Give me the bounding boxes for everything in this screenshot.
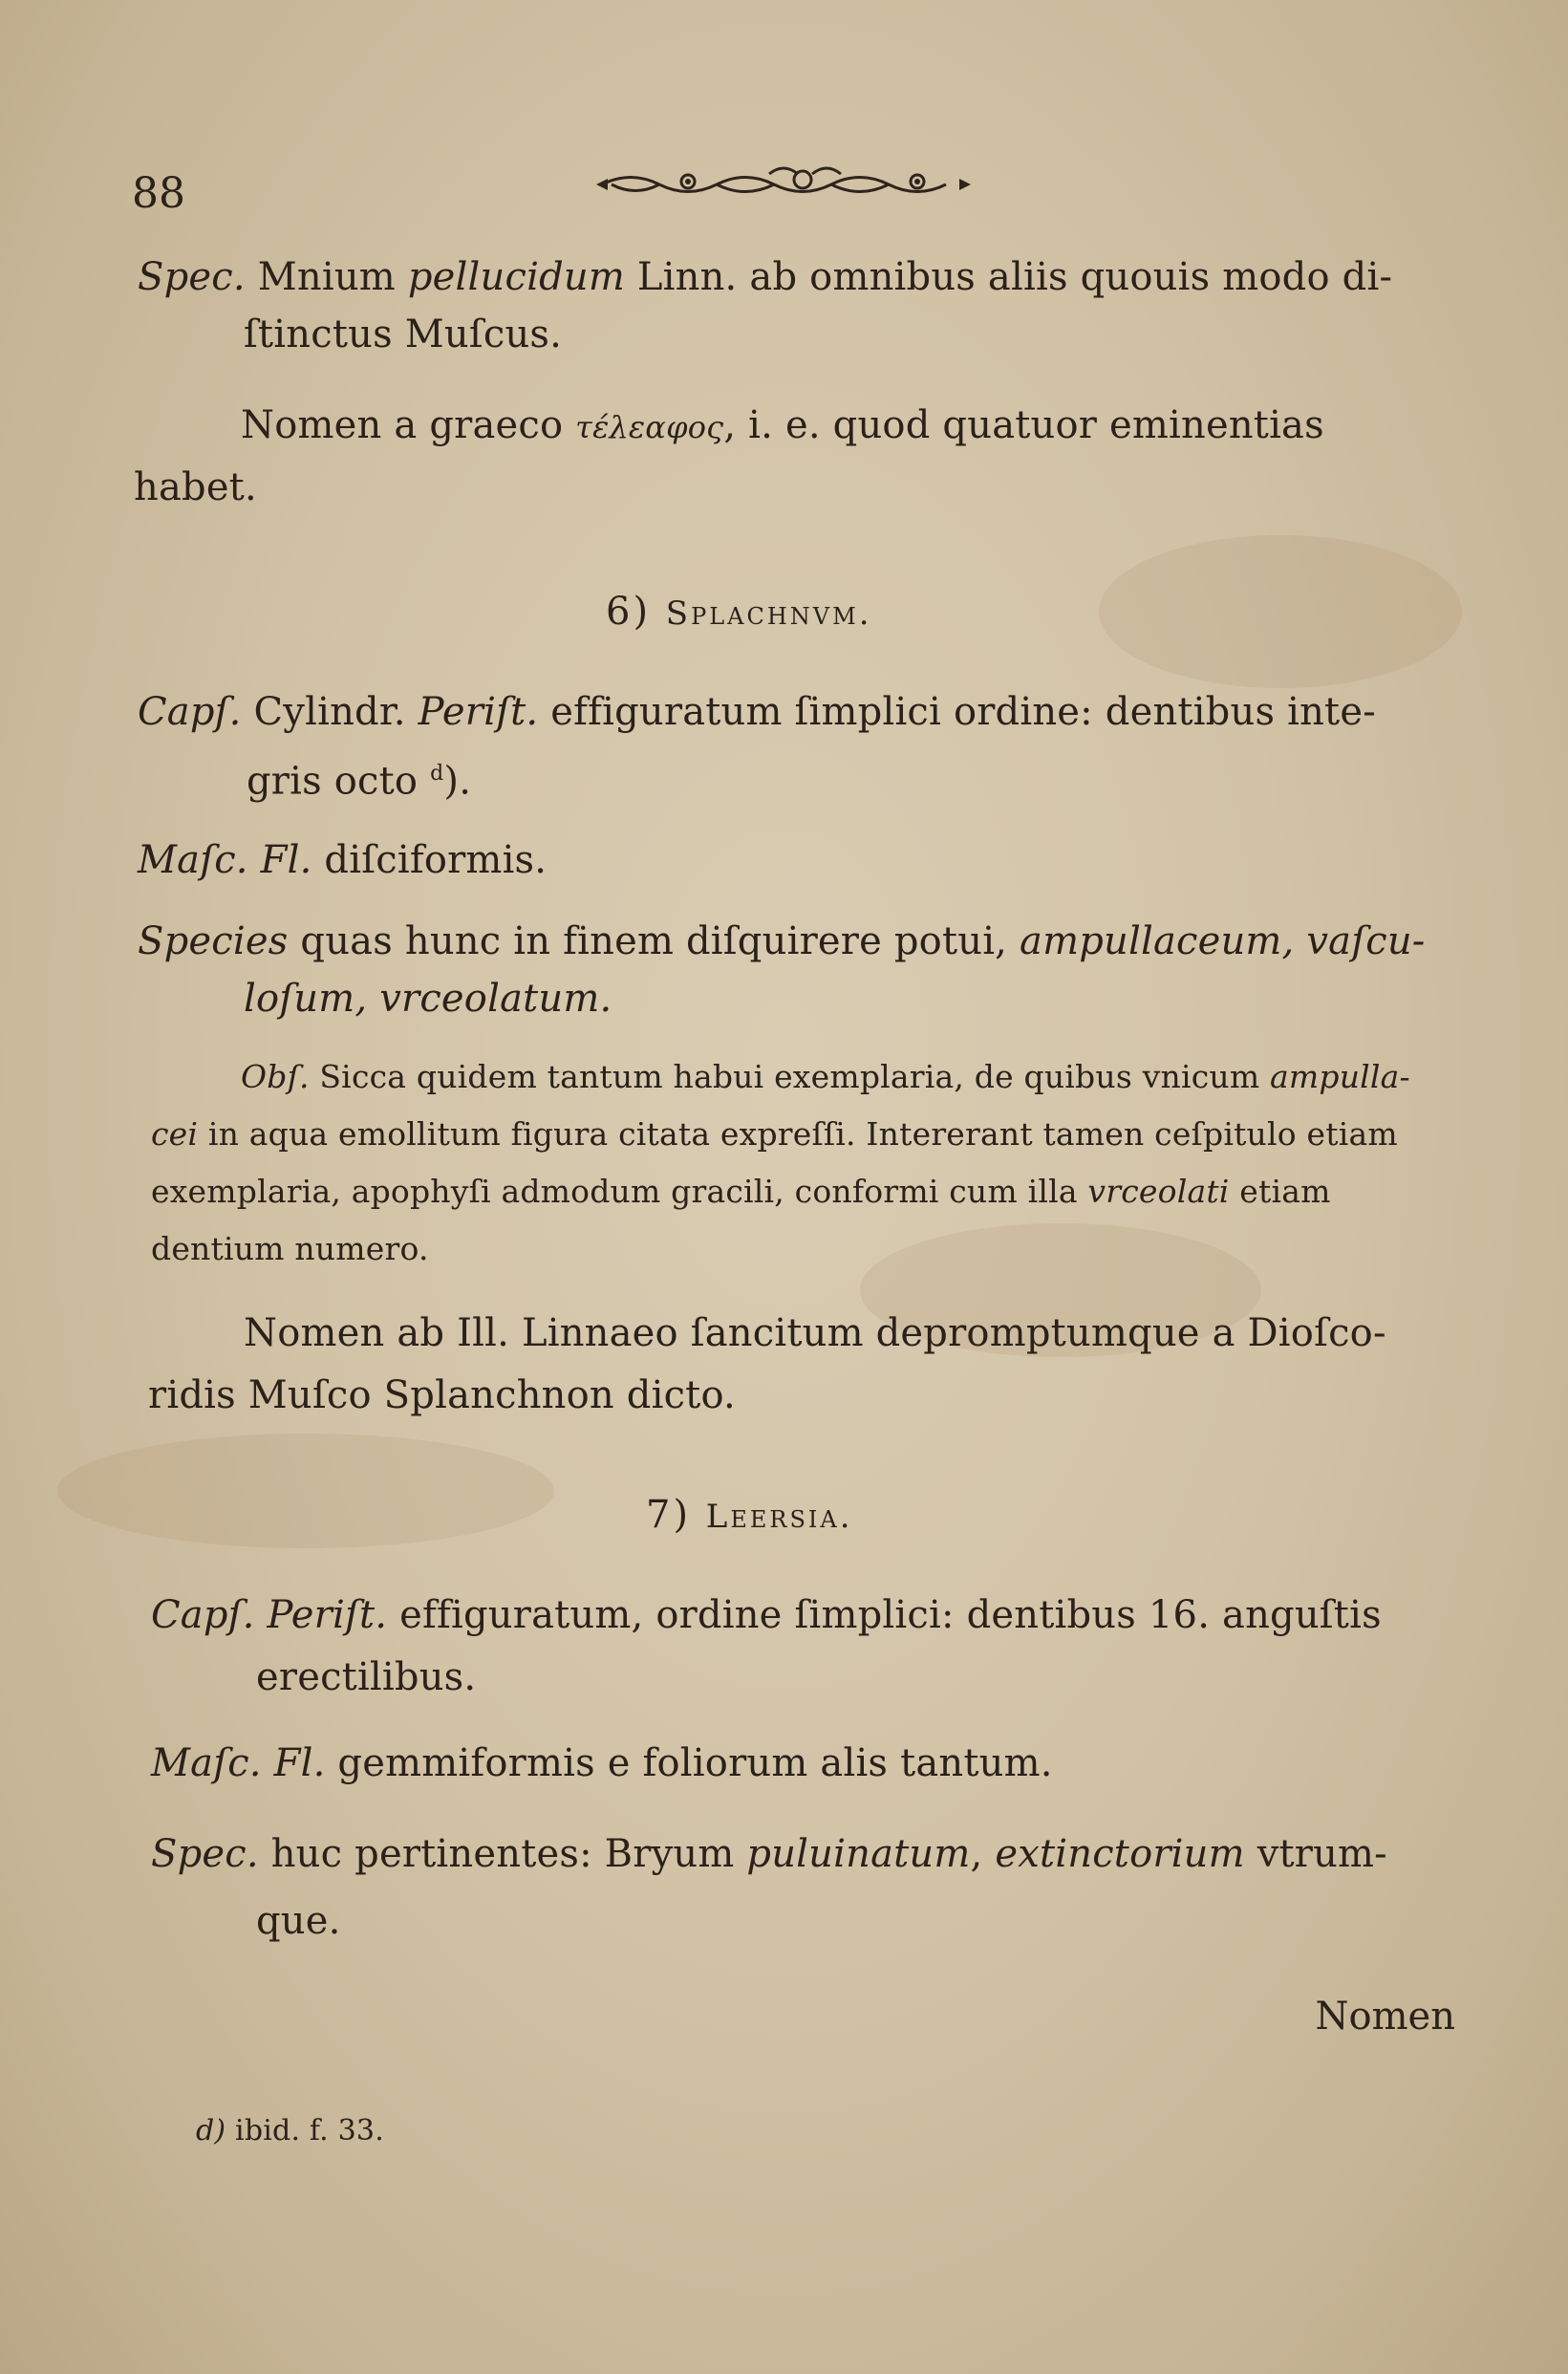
text-run: Sicca quidem tantum habui exemplaria, de quibus vnicum (309, 1058, 1271, 1095)
text-run: ). (443, 759, 472, 804)
abbreviation: Periſt. (418, 690, 539, 734)
text-run: gris octo (247, 759, 419, 804)
abbreviation: Species (138, 919, 289, 963)
species-name: cei (151, 1115, 199, 1153)
text-run: ridis Muſco Splanchnon dicto. (148, 1373, 736, 1417)
text-line (241, 401, 1324, 451)
text-run: vtrum- (1244, 1832, 1387, 1876)
footnote-ref: d (430, 762, 444, 786)
text-line (151, 1113, 1398, 1155)
species-name: puluinatum (746, 1832, 971, 1876)
text-line (151, 1830, 1387, 1878)
species-name: vrceolati (1087, 1173, 1230, 1210)
paper-stain (57, 1434, 554, 1548)
text-run: Cylindr. (241, 690, 419, 734)
text-line (138, 253, 1392, 301)
text-run: in aqua emollitum figura citata expreſſi. Intererant tamen ceſpitulo etiam (198, 1115, 1398, 1153)
species-name: pellucidum (407, 255, 625, 299)
text-run: exemplaria, apophyſi admodum gracili, conformi cum illa (151, 1173, 1088, 1210)
catchword: Nomen (1315, 1995, 1455, 2039)
section-number: 7) (646, 1493, 692, 1537)
text-run: que. (256, 1899, 341, 1943)
text-run: diſciformis. (311, 838, 548, 882)
section-heading (646, 1491, 853, 1541)
genus-name: Splachnvm. (665, 594, 872, 633)
footnote-marker: d) (196, 2114, 226, 2147)
abbreviation: Spec. (151, 1832, 259, 1876)
text-line (148, 1371, 736, 1419)
species-name: ampullaceum, vaſcu- (1020, 919, 1426, 963)
abbreviation: Capſ. Periſt. (151, 1593, 388, 1637)
text-run: effiguratum, ordine ſimplici: dentibus 16. anguſtis (387, 1593, 1382, 1637)
text-run: etiam (1229, 1173, 1331, 1210)
text-run: gemmiformis e foliorum alis tantum. (325, 1741, 1053, 1785)
text-line (138, 688, 1376, 736)
text-run: effiguratum ſimplici ordine: dentibus inte- (538, 690, 1376, 734)
text-line (241, 1056, 1410, 1098)
abbreviation: Maſc. Fl. (138, 838, 312, 882)
ornament-headpiece-icon (592, 161, 975, 208)
text-run: dentium numero. (151, 1230, 429, 1267)
page-number: 88 (132, 169, 185, 218)
section-heading (606, 588, 872, 637)
text-line (138, 917, 1426, 965)
text-run: erectilibus. (256, 1655, 477, 1699)
species-name: ampulla- (1270, 1058, 1410, 1095)
text-line (151, 1591, 1382, 1639)
text-line (151, 1171, 1331, 1213)
abbreviation: Spec. (138, 255, 246, 299)
text-line (244, 1309, 1386, 1357)
text-line (151, 1739, 1053, 1787)
genus-name: Leersia. (705, 1498, 853, 1536)
footnote-text: ibid. f. 33. (226, 2114, 384, 2147)
text-run: ſtinctus Muſcus. (244, 313, 563, 356)
abbreviation: Capſ. (138, 690, 242, 734)
text-run: , (970, 1832, 996, 1876)
abbreviation: Obſ. (241, 1058, 310, 1095)
text-line (244, 311, 562, 358)
text-run: quas hunc in finem diſquirere potui, (288, 919, 1020, 963)
text-line (134, 464, 257, 511)
section-number: 6) (606, 590, 652, 634)
text-line (256, 1897, 341, 1945)
text-line (138, 836, 547, 884)
text-line (247, 750, 471, 805)
paper-stain (1099, 535, 1462, 688)
species-name: extinctorium (995, 1832, 1245, 1876)
text-line (244, 975, 612, 1023)
species-name: loſum, vrceolatum. (244, 977, 612, 1021)
text-run: Nomen ab Ill. Linnaeo ſancitum depromptumque a Dioſco- (244, 1311, 1386, 1355)
text-line (256, 1653, 476, 1701)
footnote (196, 2112, 384, 2150)
text-run: huc pertinentes: Bryum (258, 1832, 747, 1876)
text-run: Linn. ab omnibus aliis quouis modo di- (624, 255, 1393, 299)
text-run: , i. e. quod quatuor eminentias (723, 403, 1324, 447)
abbreviation: Maſc. Fl. (151, 1741, 326, 1785)
text-run: habet. (134, 465, 257, 509)
greek-word: τέλεαφος (575, 409, 724, 445)
text-run: Mnium (245, 255, 408, 299)
text-line (151, 1228, 429, 1270)
text-run: Nomen a graeco (241, 403, 576, 447)
